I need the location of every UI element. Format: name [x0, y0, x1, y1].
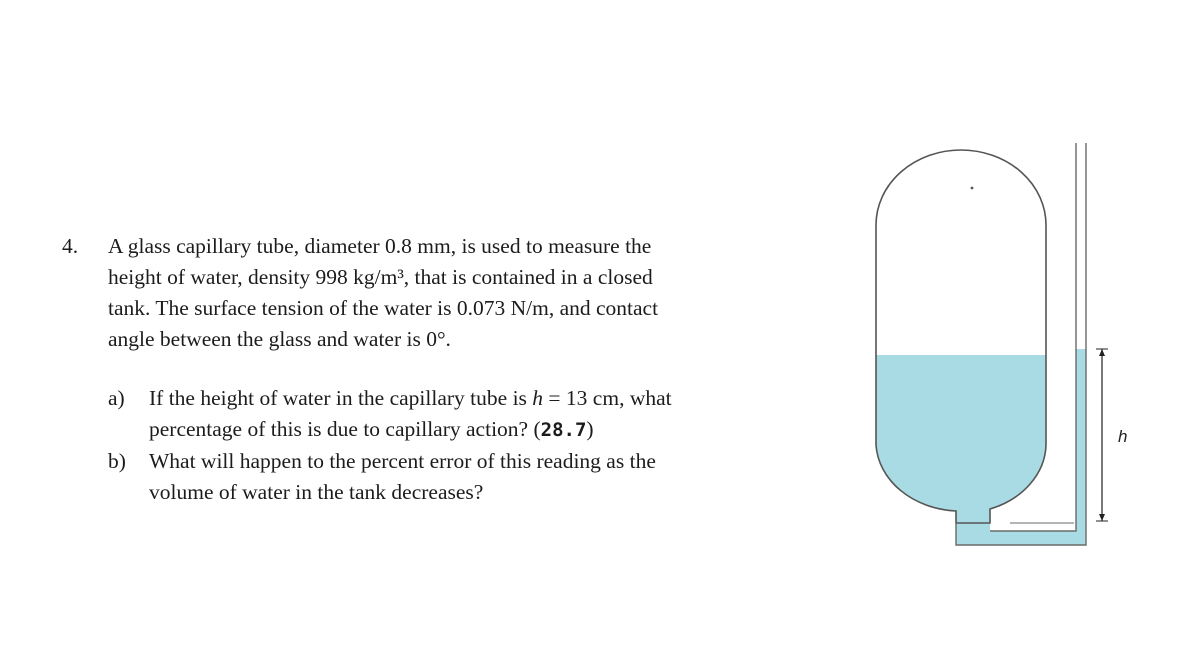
tank-water: [860, 355, 1060, 535]
answer-value: 28.7: [540, 419, 587, 441]
statement-line: A glass capillary tube, diameter 0.8 mm, is used to measure the: [108, 234, 652, 258]
part-b-line: volume of water in the tank decreases?: [149, 480, 484, 504]
h-label: h: [1118, 427, 1128, 446]
part-a-line-2: [149, 414, 788, 446]
tank-diagram: [860, 135, 1130, 555]
statement-line: tank. The surface tension of the water is 0.073 N/m, and contact: [108, 296, 659, 320]
tank-water-group: [860, 355, 1060, 535]
tank-figure: [860, 135, 1130, 555]
part-a-text: ): [586, 417, 594, 441]
part-a-text: = 13 cm, what: [543, 386, 672, 410]
part-a-line-1: [149, 383, 788, 414]
part-b: [108, 446, 788, 508]
dimension-arrow: [1096, 349, 1108, 521]
part-a-text: percentage of this is due to capillary action? (: [149, 417, 541, 441]
problem-text: [108, 231, 780, 355]
tank-top-dot: [971, 187, 974, 190]
statement-line: height of water, density 998 kg/m³, that is contained in a closed: [108, 265, 653, 289]
part-a-letter: a): [108, 386, 125, 410]
statement-line: angle between the glass and water is 0°.: [108, 327, 451, 351]
part-b-line: What will happen to the percent error of this reading as the: [149, 449, 656, 473]
problem-number: 4.: [62, 234, 79, 258]
part-a: [108, 383, 788, 446]
part-b-letter: b): [108, 449, 126, 473]
variable-h: h: [532, 386, 544, 410]
sub-questions: [108, 383, 788, 508]
part-a-text: If the height of water in the capillary tube is: [149, 386, 533, 410]
